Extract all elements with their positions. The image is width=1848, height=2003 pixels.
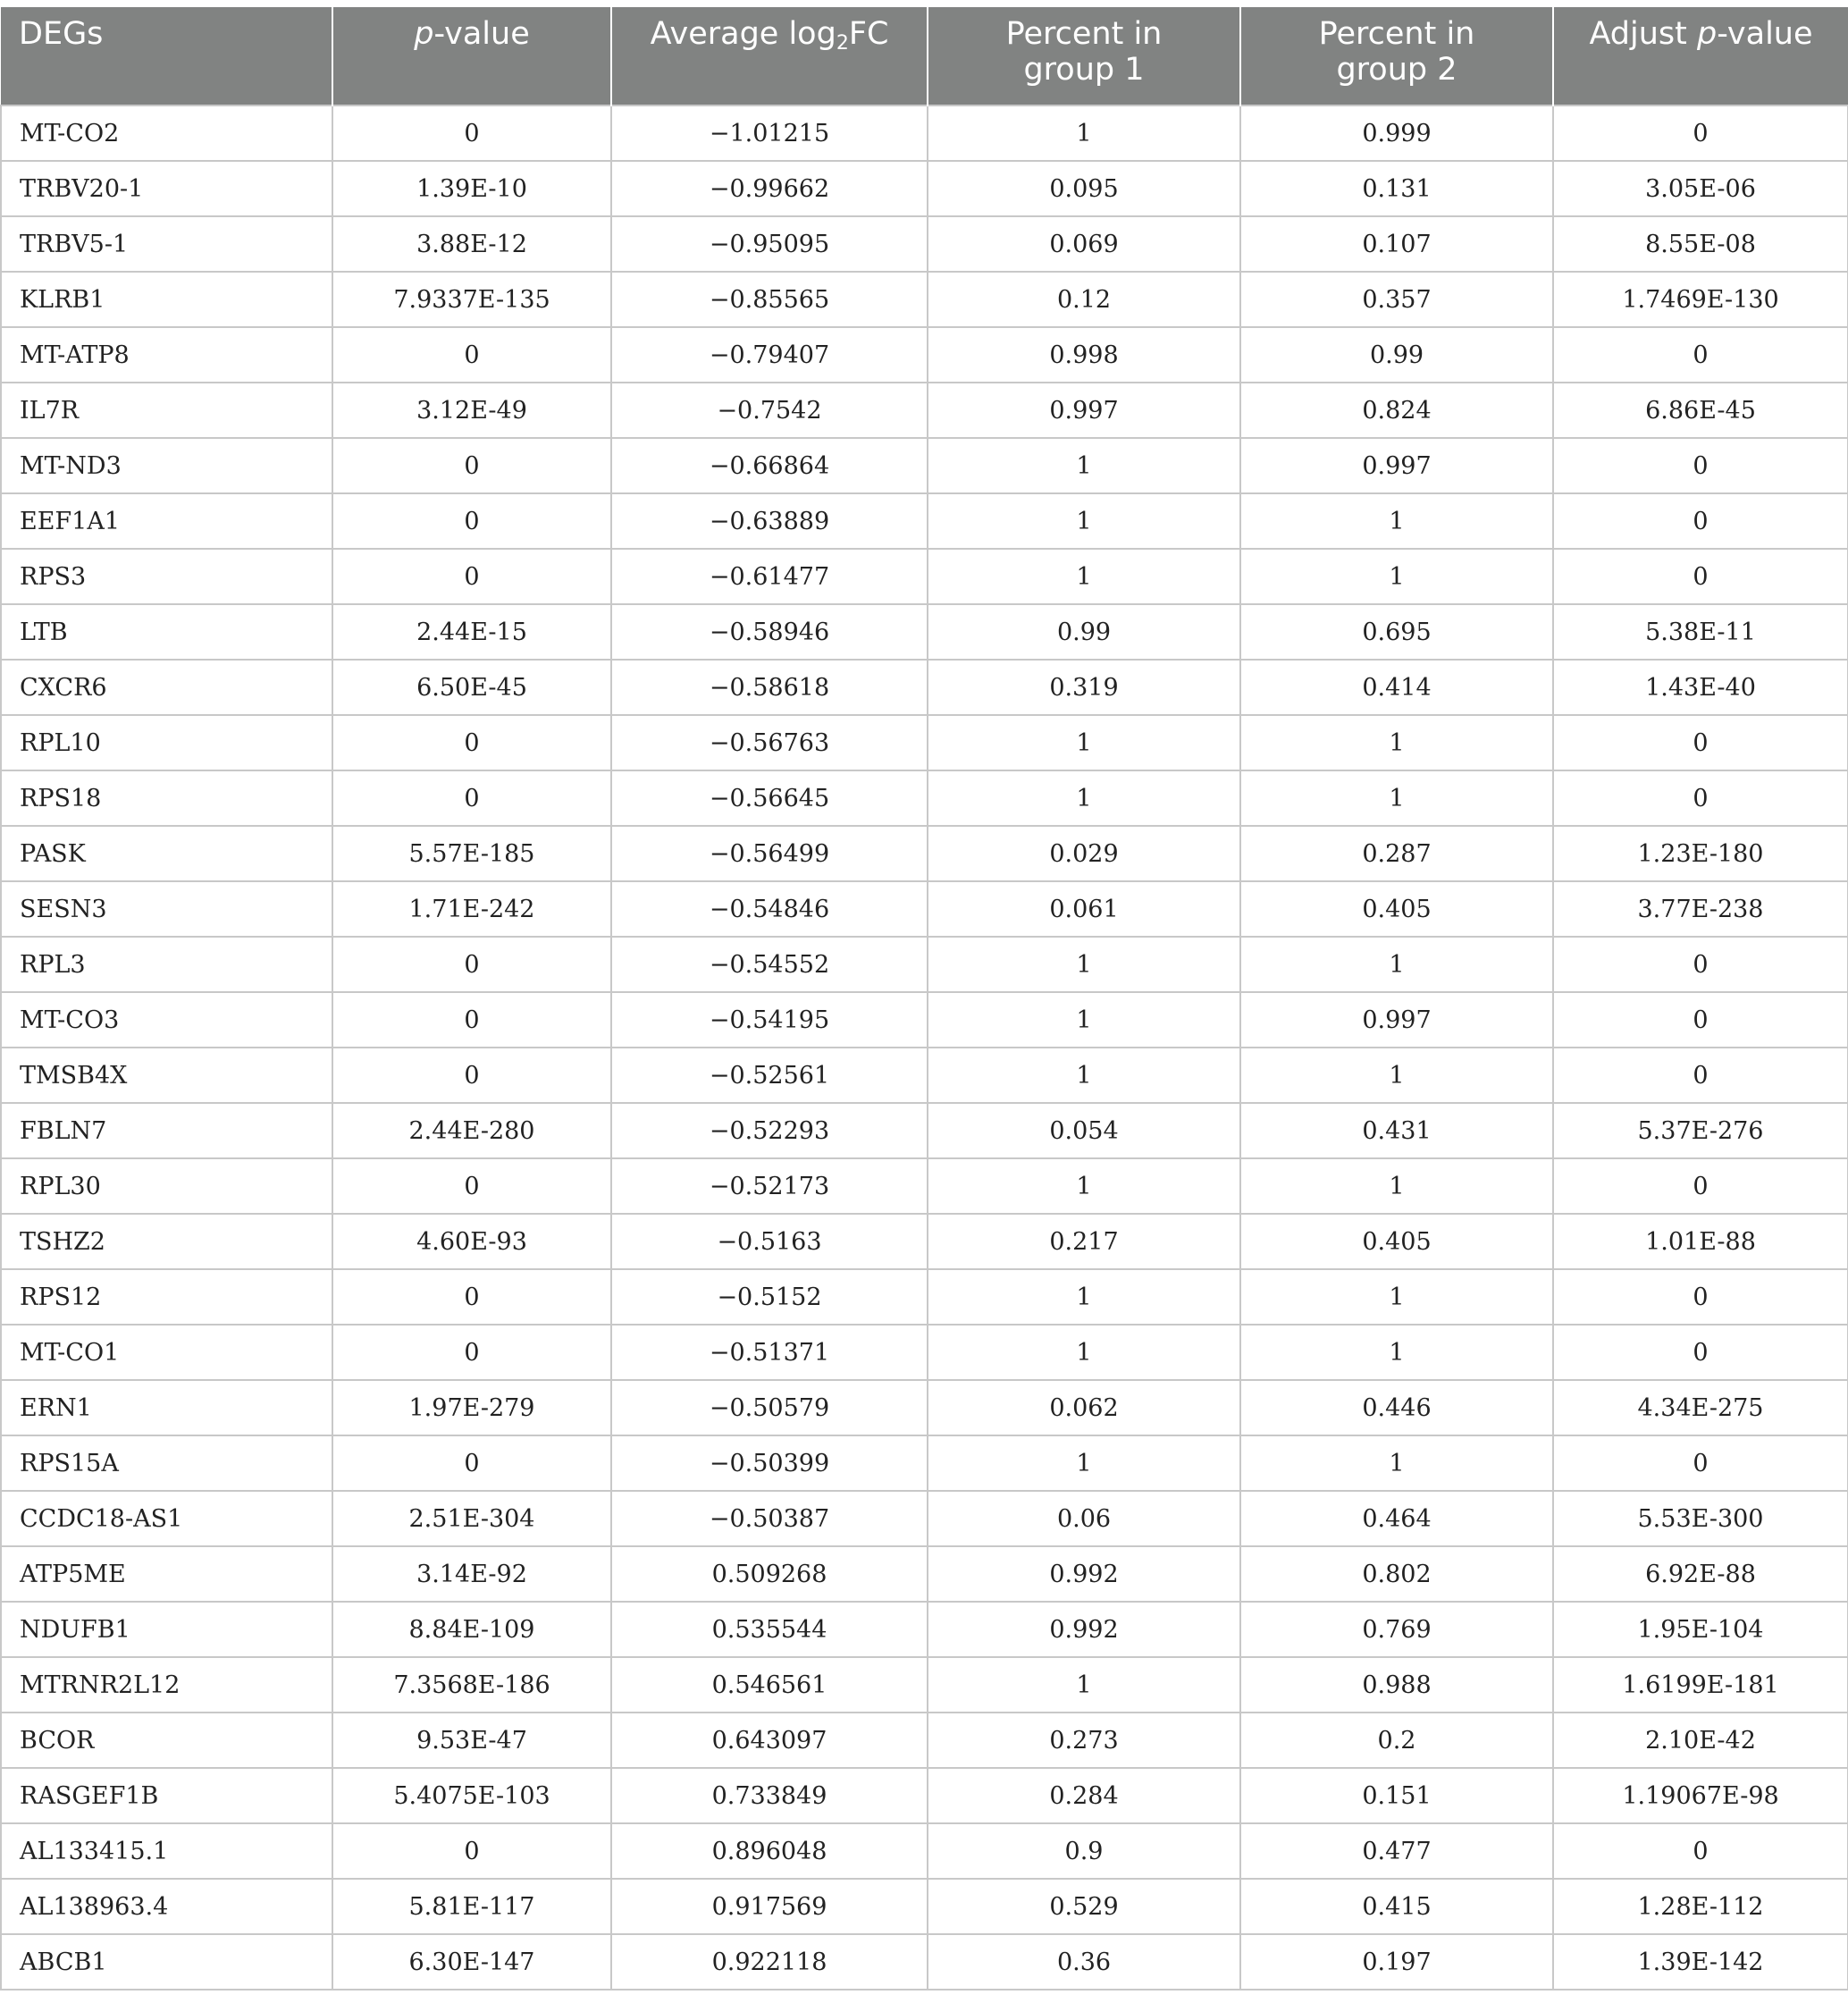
avg-log2fc-cell: −0.52561: [611, 1048, 928, 1103]
adj-pvalue-cell: 0: [1553, 549, 1848, 604]
pct-group1-cell: 1: [928, 1325, 1240, 1380]
table-row: [1, 826, 1848, 881]
deg-name-cell: MTRNR2L12: [1, 1657, 332, 1713]
table-row: [1, 272, 1848, 327]
avg-log2fc-cell: −0.58946: [611, 604, 928, 660]
header-adjust-pvalue: Adjust p-value: [1553, 7, 1848, 105]
pvalue-cell: 1.71E-242: [332, 881, 611, 937]
header-percent-group2: Percent in group 2: [1240, 7, 1553, 105]
pct-group1-cell: 1: [928, 770, 1240, 826]
pct-group1-cell: 1: [928, 715, 1240, 770]
pct-group1-cell: 0.529: [928, 1879, 1240, 1934]
pct-group2-cell: 1: [1240, 493, 1553, 549]
deg-name-cell: TSHZ2: [1, 1214, 332, 1269]
pct-group2-cell: 1: [1240, 1048, 1553, 1103]
deg-name-cell: TRBV20-1: [1, 161, 332, 216]
pct-group1-cell: 0.029: [928, 826, 1240, 881]
pct-group1-cell: 1: [928, 1048, 1240, 1103]
table-row: [1, 1325, 1848, 1380]
pct-group2-cell: 0.405: [1240, 1214, 1553, 1269]
table-row: [1, 715, 1848, 770]
adj-pvalue-cell: 5.53E-300: [1553, 1491, 1848, 1546]
avg-log2fc-cell: −0.56499: [611, 826, 928, 881]
pvalue-cell: 0: [332, 715, 611, 770]
deg-name-cell: SESN3: [1, 881, 332, 937]
deg-name-cell: EEF1A1: [1, 493, 332, 549]
pct-group2-cell: 0.197: [1240, 1934, 1553, 1990]
avg-log2fc-cell: −0.99662: [611, 161, 928, 216]
deg-name-cell: MT-ND3: [1, 438, 332, 493]
pct-group2-cell: 0.824: [1240, 383, 1553, 438]
avg-log2fc-cell: −0.52173: [611, 1158, 928, 1214]
avg-log2fc-cell: −0.58618: [611, 660, 928, 715]
adj-pvalue-cell: 6.86E-45: [1553, 383, 1848, 438]
deg-name-cell: MT-ATP8: [1, 327, 332, 383]
deg-name-cell: BCOR: [1, 1713, 332, 1768]
table-row: [1, 1048, 1848, 1103]
avg-log2fc-cell: −0.54552: [611, 937, 928, 992]
pct-group1-cell: 1: [928, 105, 1240, 161]
adj-pvalue-cell: 5.37E-276: [1553, 1103, 1848, 1158]
adj-pvalue-cell: 4.34E-275: [1553, 1380, 1848, 1435]
deg-name-cell: CCDC18-AS1: [1, 1491, 332, 1546]
deg-name-cell: AL133415.1: [1, 1823, 332, 1879]
pct-group1-cell: 0.062: [928, 1380, 1240, 1435]
avg-log2fc-cell: 0.535544: [611, 1602, 928, 1657]
avg-log2fc-cell: 0.546561: [611, 1657, 928, 1713]
table-row: [1, 1158, 1848, 1214]
pvalue-cell: 0: [332, 1325, 611, 1380]
avg-log2fc-cell: −0.51371: [611, 1325, 928, 1380]
pct-group2-cell: 0.999: [1240, 105, 1553, 161]
pct-group2-cell: 0.99: [1240, 327, 1553, 383]
header-percent-group1: Percent in group 1: [928, 7, 1240, 105]
adj-pvalue-cell: 8.55E-08: [1553, 216, 1848, 272]
pct-group1-cell: 1: [928, 1158, 1240, 1214]
pvalue-cell: 3.12E-49: [332, 383, 611, 438]
avg-log2fc-cell: 0.922118: [611, 1934, 928, 1990]
adj-pvalue-cell: 0: [1553, 1269, 1848, 1325]
pct-group2-cell: 0.464: [1240, 1491, 1553, 1546]
pct-group2-cell: 0.415: [1240, 1879, 1553, 1934]
pvalue-cell: 7.3568E-186: [332, 1657, 611, 1713]
pct-group1-cell: 0.217: [928, 1214, 1240, 1269]
table-row: [1, 327, 1848, 383]
deg-name-cell: RPS12: [1, 1269, 332, 1325]
pct-group1-cell: 1: [928, 549, 1240, 604]
pct-group2-cell: 0.477: [1240, 1823, 1553, 1879]
table-row: [1, 161, 1848, 216]
avg-log2fc-cell: −0.79407: [611, 327, 928, 383]
pvalue-cell: 0: [332, 770, 611, 826]
avg-log2fc-cell: 0.509268: [611, 1546, 928, 1602]
deg-name-cell: LTB: [1, 604, 332, 660]
deg-table: [0, 7, 1848, 1990]
table-row: [1, 770, 1848, 826]
pct-group1-cell: 0.061: [928, 881, 1240, 937]
deg-name-cell: RPL30: [1, 1158, 332, 1214]
avg-log2fc-cell: −0.54195: [611, 992, 928, 1048]
pct-group2-cell: 1: [1240, 937, 1553, 992]
table-row: [1, 438, 1848, 493]
pvalue-cell: 2.44E-280: [332, 1103, 611, 1158]
header-pvalue: p-value: [332, 7, 611, 105]
avg-log2fc-cell: 0.896048: [611, 1823, 928, 1879]
pct-group1-cell: 1: [928, 493, 1240, 549]
pvalue-cell: 0: [332, 937, 611, 992]
pct-group2-cell: 1: [1240, 1325, 1553, 1380]
deg-name-cell: RPS15A: [1, 1435, 332, 1491]
adj-pvalue-cell: 0: [1553, 992, 1848, 1048]
adj-pvalue-cell: 1.6199E-181: [1553, 1657, 1848, 1713]
table-row: [1, 1768, 1848, 1823]
table-row: [1, 493, 1848, 549]
avg-log2fc-cell: −0.52293: [611, 1103, 928, 1158]
table-row: [1, 216, 1848, 272]
pvalue-cell: 6.50E-45: [332, 660, 611, 715]
adj-pvalue-cell: 6.92E-88: [1553, 1546, 1848, 1602]
pct-group2-cell: 1: [1240, 770, 1553, 826]
avg-log2fc-cell: −0.5163: [611, 1214, 928, 1269]
adj-pvalue-cell: 0: [1553, 438, 1848, 493]
pct-group1-cell: 1: [928, 937, 1240, 992]
header-row: [1, 7, 1848, 105]
pvalue-cell: 0: [332, 105, 611, 161]
avg-log2fc-cell: −0.50399: [611, 1435, 928, 1491]
pct-group2-cell: 0.2: [1240, 1713, 1553, 1768]
pvalue-cell: 6.30E-147: [332, 1934, 611, 1990]
avg-log2fc-cell: −0.56763: [611, 715, 928, 770]
pct-group2-cell: 0.802: [1240, 1546, 1553, 1602]
table-row: [1, 1380, 1848, 1435]
deg-name-cell: MT-CO3: [1, 992, 332, 1048]
adj-pvalue-cell: 2.10E-42: [1553, 1713, 1848, 1768]
pvalue-cell: 2.44E-15: [332, 604, 611, 660]
pvalue-cell: 1.39E-10: [332, 161, 611, 216]
pct-group1-cell: 0.273: [928, 1713, 1240, 1768]
pct-group1-cell: 1: [928, 438, 1240, 493]
avg-log2fc-cell: −0.95095: [611, 216, 928, 272]
adj-pvalue-cell: 0: [1553, 1048, 1848, 1103]
avg-log2fc-cell: 0.917569: [611, 1879, 928, 1934]
table-row: [1, 660, 1848, 715]
deg-name-cell: TRBV5-1: [1, 216, 332, 272]
avg-log2fc-cell: −0.5152: [611, 1269, 928, 1325]
adj-pvalue-cell: 0: [1553, 715, 1848, 770]
avg-log2fc-cell: −0.66864: [611, 438, 928, 493]
adj-pvalue-cell: 1.28E-112: [1553, 1879, 1848, 1934]
pvalue-cell: 7.9337E-135: [332, 272, 611, 327]
pct-group1-cell: 0.319: [928, 660, 1240, 715]
table-row: [1, 549, 1848, 604]
deg-name-cell: RPL3: [1, 937, 332, 992]
pct-group2-cell: 0.997: [1240, 992, 1553, 1048]
deg-name-cell: MT-CO1: [1, 1325, 332, 1380]
pvalue-cell: 0: [332, 1435, 611, 1491]
deg-name-cell: AL138963.4: [1, 1879, 332, 1934]
deg-name-cell: IL7R: [1, 383, 332, 438]
table-row: [1, 1491, 1848, 1546]
pct-group2-cell: 0.997: [1240, 438, 1553, 493]
pvalue-cell: 3.14E-92: [332, 1546, 611, 1602]
table-row: [1, 1602, 1848, 1657]
table-row: [1, 1103, 1848, 1158]
adj-pvalue-cell: 0: [1553, 937, 1848, 992]
table-row: [1, 1269, 1848, 1325]
pvalue-cell: 0: [332, 438, 611, 493]
adj-pvalue-cell: 0: [1553, 1158, 1848, 1214]
pct-group1-cell: 0.997: [928, 383, 1240, 438]
pvalue-cell: 0: [332, 549, 611, 604]
table-row: [1, 604, 1848, 660]
pvalue-cell: 0: [332, 992, 611, 1048]
pct-group2-cell: 1: [1240, 1158, 1553, 1214]
avg-log2fc-cell: −0.54846: [611, 881, 928, 937]
pvalue-cell: 9.53E-47: [332, 1713, 611, 1768]
adj-pvalue-cell: 1.01E-88: [1553, 1214, 1848, 1269]
avg-log2fc-cell: −0.50579: [611, 1380, 928, 1435]
pct-group1-cell: 0.284: [928, 1768, 1240, 1823]
pct-group1-cell: 0.998: [928, 327, 1240, 383]
deg-name-cell: MT-CO2: [1, 105, 332, 161]
avg-log2fc-cell: −0.61477: [611, 549, 928, 604]
pct-group2-cell: 1: [1240, 549, 1553, 604]
table-body: [1, 105, 1848, 1990]
pct-group1-cell: 1: [928, 1269, 1240, 1325]
adj-pvalue-cell: 1.43E-40: [1553, 660, 1848, 715]
table-row: [1, 1657, 1848, 1713]
pvalue-cell: 5.4075E-103: [332, 1768, 611, 1823]
adj-pvalue-cell: 1.95E-104: [1553, 1602, 1848, 1657]
pct-group2-cell: 0.431: [1240, 1103, 1553, 1158]
table-row: [1, 1934, 1848, 1990]
pct-group2-cell: 0.151: [1240, 1768, 1553, 1823]
table-row: [1, 1435, 1848, 1491]
avg-log2fc-cell: −0.56645: [611, 770, 928, 826]
pct-group1-cell: 0.992: [928, 1602, 1240, 1657]
pct-group1-cell: 0.36: [928, 1934, 1240, 1990]
deg-name-cell: ATP5ME: [1, 1546, 332, 1602]
deg-name-cell: TMSB4X: [1, 1048, 332, 1103]
deg-name-cell: RPL10: [1, 715, 332, 770]
adj-pvalue-cell: 0: [1553, 1325, 1848, 1380]
pvalue-cell: 0: [332, 1823, 611, 1879]
pct-group2-cell: 0.287: [1240, 826, 1553, 881]
adj-pvalue-cell: 0: [1553, 1435, 1848, 1491]
deg-name-cell: KLRB1: [1, 272, 332, 327]
pct-group1-cell: 0.992: [928, 1546, 1240, 1602]
deg-name-cell: NDUFB1: [1, 1602, 332, 1657]
avg-log2fc-cell: −0.7542: [611, 383, 928, 438]
pct-group2-cell: 0.131: [1240, 161, 1553, 216]
adj-pvalue-cell: 1.7469E-130: [1553, 272, 1848, 327]
deg-name-cell: PASK: [1, 826, 332, 881]
pvalue-cell: 1.97E-279: [332, 1380, 611, 1435]
deg-name-cell: FBLN7: [1, 1103, 332, 1158]
pct-group2-cell: 0.405: [1240, 881, 1553, 937]
pct-group1-cell: 0.095: [928, 161, 1240, 216]
avg-log2fc-cell: −0.63889: [611, 493, 928, 549]
pct-group1-cell: 0.06: [928, 1491, 1240, 1546]
pct-group2-cell: 0.695: [1240, 604, 1553, 660]
deg-name-cell: RPS18: [1, 770, 332, 826]
table-row: [1, 105, 1848, 161]
pct-group2-cell: 1: [1240, 1435, 1553, 1491]
pvalue-cell: 4.60E-93: [332, 1214, 611, 1269]
table-row: [1, 383, 1848, 438]
table-row: [1, 1713, 1848, 1768]
adj-pvalue-cell: 0: [1553, 770, 1848, 826]
adj-pvalue-cell: 1.23E-180: [1553, 826, 1848, 881]
avg-log2fc-cell: −0.50387: [611, 1491, 928, 1546]
pct-group1-cell: 0.054: [928, 1103, 1240, 1158]
table-row: [1, 1879, 1848, 1934]
table-row: [1, 1823, 1848, 1879]
pvalue-cell: 2.51E-304: [332, 1491, 611, 1546]
adj-pvalue-cell: 5.38E-11: [1553, 604, 1848, 660]
pct-group2-cell: 0.446: [1240, 1380, 1553, 1435]
pct-group2-cell: 0.107: [1240, 216, 1553, 272]
pct-group1-cell: 1: [928, 1435, 1240, 1491]
pct-group2-cell: 0.357: [1240, 272, 1553, 327]
header-average-log2fc: Average $\log_2FC$: [611, 7, 928, 105]
pct-group1-cell: 0.99: [928, 604, 1240, 660]
avg-log2fc-cell: 0.643097: [611, 1713, 928, 1768]
pct-group2-cell: 0.414: [1240, 660, 1553, 715]
adj-pvalue-cell: 1.19067E-98: [1553, 1768, 1848, 1823]
pct-group1-cell: 1: [928, 1657, 1240, 1713]
adj-pvalue-cell: 1.39E-142: [1553, 1934, 1848, 1990]
pct-group1-cell: 1: [928, 992, 1240, 1048]
table-row: [1, 992, 1848, 1048]
pct-group2-cell: 0.769: [1240, 1602, 1553, 1657]
pvalue-cell: 5.57E-185: [332, 826, 611, 881]
table-row: [1, 1546, 1848, 1602]
pct-group2-cell: 1: [1240, 1269, 1553, 1325]
pvalue-cell: 3.88E-12: [332, 216, 611, 272]
table-row: [1, 1214, 1848, 1269]
pvalue-cell: 0: [332, 1158, 611, 1214]
adj-pvalue-cell: 3.77E-238: [1553, 881, 1848, 937]
deg-name-cell: RPS3: [1, 549, 332, 604]
avg-log2fc-cell: 0.733849: [611, 1768, 928, 1823]
pvalue-cell: 8.84E-109: [332, 1602, 611, 1657]
deg-name-cell: RASGEF1B: [1, 1768, 332, 1823]
pvalue-cell: 0: [332, 493, 611, 549]
pct-group2-cell: 0.988: [1240, 1657, 1553, 1713]
deg-name-cell: ABCB1: [1, 1934, 332, 1990]
pvalue-cell: 0: [332, 327, 611, 383]
pvalue-cell: 0: [332, 1269, 611, 1325]
adj-pvalue-cell: 0: [1553, 1823, 1848, 1879]
adj-pvalue-cell: 3.05E-06: [1553, 161, 1848, 216]
table-header: [1, 7, 1848, 105]
adj-pvalue-cell: 0: [1553, 493, 1848, 549]
table-row: [1, 881, 1848, 937]
avg-log2fc-cell: −1.01215: [611, 105, 928, 161]
avg-log2fc-cell: −0.85565: [611, 272, 928, 327]
pct-group1-cell: 0.12: [928, 272, 1240, 327]
header-degs: DEGs: [1, 7, 332, 105]
pct-group1-cell: 0.069: [928, 216, 1240, 272]
deg-name-cell: ERN1: [1, 1380, 332, 1435]
adj-pvalue-cell: 0: [1553, 327, 1848, 383]
deg-name-cell: CXCR6: [1, 660, 332, 715]
table-row: [1, 937, 1848, 992]
adj-pvalue-cell: 0: [1553, 105, 1848, 161]
pct-group1-cell: 0.9: [928, 1823, 1240, 1879]
pct-group2-cell: 1: [1240, 715, 1553, 770]
pvalue-cell: 5.81E-117: [332, 1879, 611, 1934]
pvalue-cell: 0: [332, 1048, 611, 1103]
